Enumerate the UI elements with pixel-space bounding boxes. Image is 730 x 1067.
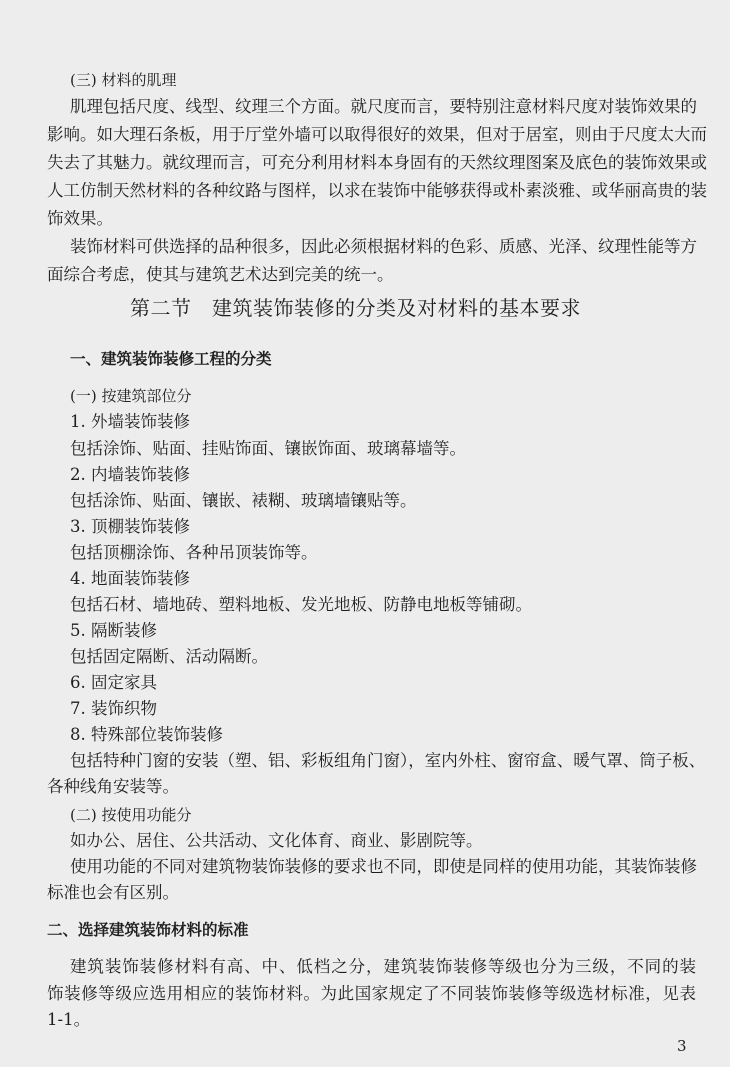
list-item-desc: 包括涂饰、贴面、镶嵌、裱糊、玻璃墙镶贴等。	[70, 491, 417, 510]
part-heading-selection-standard: 二、选择建筑装饰材料的标准	[47, 921, 249, 939]
list-item-desc: 包括固定隔断、活动隔断。	[70, 647, 268, 666]
list-item-label: 6. 固定家具	[70, 673, 157, 692]
paragraph-line: 失去了其魅力。就纹理而言，可充分利用材料本身固有的天然纹理图案及底色的装饰效果或	[47, 153, 707, 172]
list-item-label: 8. 特殊部位装饰装修	[70, 725, 223, 744]
paragraph-line: 影响。如大理石条板，用于厅堂外墙可以取得很好的效果，但对于居室，则由于尺度太大而	[47, 125, 707, 144]
list-item-label: 2. 内墙装饰装修	[70, 465, 190, 484]
list-item-label: 4. 地面装饰装修	[70, 569, 190, 588]
list-item-desc: 包括涂饰、贴面、挂贴饰面、镶嵌饰面、玻璃幕墙等。	[70, 439, 466, 458]
paragraph-line: 饰效果。	[47, 209, 113, 228]
part-heading-classification: 一、建筑装饰装修工程的分类	[70, 350, 272, 368]
list-item-label: 7. 装饰织物	[70, 699, 157, 718]
paragraph-line: 肌理包括尺度、线型、纹理三个方面。就尺度而言，要特别注意材料尺度对装饰效果的	[70, 97, 697, 116]
paragraph-line: 标准也会有区别。	[47, 883, 179, 902]
page-number: 3	[677, 1037, 687, 1055]
paragraph-line: 装饰材料可供选择的品种很多，因此必须根据材料的色彩、质感、光泽、纹理性能等方	[70, 237, 697, 256]
subsection-heading-by-location: (一) 按建筑部位分	[70, 387, 192, 405]
paragraph-line: 如办公、居住、公共活动、文化体育、商业、影剧院等。	[70, 831, 483, 850]
paragraph-line: 人工仿制天然材料的各种纹路与图样，以求在装饰中能够获得或朴素淡雅、或华丽高贵的装	[47, 181, 707, 200]
paragraph-line: 建筑装饰装修材料有高、中、低档之分，建筑装饰装修等级也分为三级，不同的装	[70, 957, 696, 976]
list-item-label: 1. 外墙装饰装修	[70, 412, 190, 431]
paragraph-line: 1-1。	[47, 1010, 91, 1029]
list-item-desc: 包括顶棚涂饰、各种吊顶装饰等。	[70, 543, 318, 562]
paragraph-line: 包括特种门窗的安装（塑、铝、彩板组角门窗），室内外柱、窗帘盒、暖气罩、筒子板、	[70, 751, 706, 770]
subsection-heading-by-function: (二) 按使用功能分	[70, 806, 192, 824]
section-title: 第二节 建筑装饰装修的分类及对材料的基本要求	[130, 296, 581, 320]
list-item-label: 3. 顶棚装饰装修	[70, 517, 190, 536]
list-item-desc: 包括石材、墙地砖、塑料地板、发光地板、防静电地板等铺砌。	[70, 595, 532, 614]
list-item-label: 5. 隔断装修	[70, 621, 157, 640]
paragraph-line: 使用功能的不同对建筑物装饰装修的要求也不同，即使是同样的使用功能，其装饰装修	[70, 857, 697, 876]
paragraph-line: 饰装修等级应选用相应的装饰材料。为此国家规定了不同装饰装修等级选材标准，见表	[47, 984, 696, 1003]
paragraph-line: 面综合考虑，使其与建筑艺术达到完美的统一。	[47, 265, 394, 284]
paragraph-line: 各种线角安装等。	[47, 777, 179, 796]
subsection-heading-texture: (三) 材料的肌理	[70, 71, 177, 89]
